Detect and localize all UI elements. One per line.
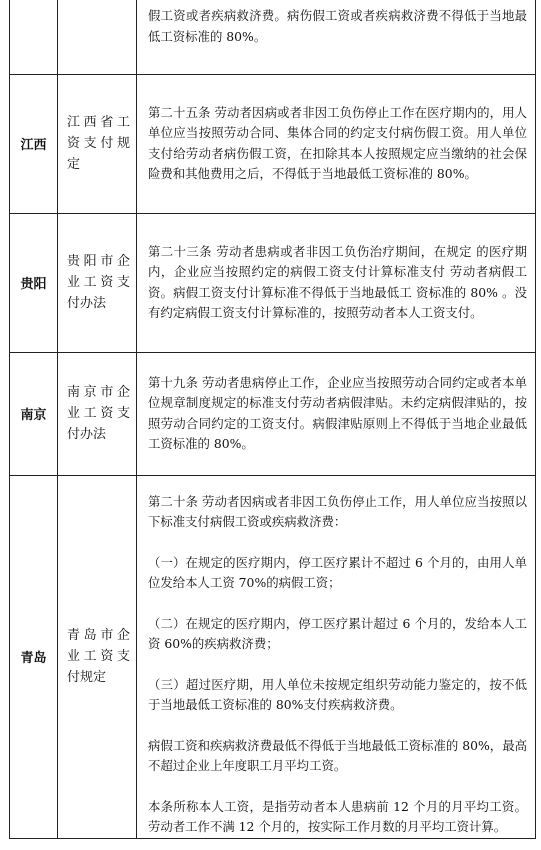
table-row [10, 475, 536, 838]
provision-text-cell [137, 352, 536, 475]
regulation-name-cell: 南京市企业工资支付办法 [58, 352, 137, 475]
city-cell: 江西 [10, 74, 58, 213]
provision-paragraph: （一）在规定的医疗期内，停工医疗累计不超过 6 个月的，由用人单位发给本人工资 70%的病假工资； [148, 554, 527, 590]
provision-paragraph: 第二十五条 劳动者因病或者非因工负伤停止工作在医疗期内的，用人单位应当按照劳动合同、集体合同的约定支付病伤假工资。用人单位支付给劳动者病伤假工资，在扣除其本人按照规定应当缴纳的社会保险费和其他费用之后，不得低于当地最低工资标准的 80%。 [148, 104, 527, 181]
provision-paragraph: （三）超过医疗期，用人单位未按规定组织劳动能力鉴定的，按不低于当地最低工资标准的 80%支付疾病救济费。 [148, 676, 527, 712]
table-row [10, 213, 536, 352]
provision-paragraph: 第十九条 劳动者患病停止工作，企业应当按照劳动合同约定或者本单位规章制度规定的标准支付劳动者病假津贴。未约定病假津贴的，按照劳动合同约定的工资支付。病假津贴原则上不得低于当地企业最低工资标准的 80%。 [148, 374, 527, 451]
provision-paragraph: 本条所称本人工资，是指劳动者本人患病前 12 个月的月平均工资。劳动者工作不满 12 个月的，按实际工作月数的月平均工资计算。 [148, 798, 527, 834]
city-cell: 贵阳 [10, 213, 58, 352]
provision-text-cell [137, 74, 536, 213]
provision-paragraph: 假工资或者疾病救济费。病伤假工资或者疾病救济费不得低于当地最低工资标准的 80%。 [148, 8, 527, 44]
regulation-name-cell: 江西省工资支付规定 [58, 74, 137, 213]
city-cell: 青岛 [10, 475, 58, 838]
provision-paragraph: 第二十条 劳动者因病或者非因工负伤停止工作，用人单位应当按照以下标准支付病假工资或疾病救济费： [148, 493, 527, 529]
regulation-name-cell: 贵阳市企业工资支付办法 [58, 213, 137, 352]
provision-paragraph: 病假工资和疾病救济费最低不得低于当地最低工资标准的 80%，最高不超过企业上年度职工月平均工资。 [148, 737, 527, 773]
table-row [10, 74, 536, 213]
regulation-name-cell [58, 0, 137, 74]
table-row [10, 352, 536, 475]
wage-regulation-table [9, 0, 536, 839]
provision-text-cell [137, 475, 536, 838]
provision-text-cell [137, 0, 536, 74]
provision-text-cell [137, 213, 536, 352]
regulation-name-cell: 青岛市企业工资支付规定 [58, 475, 137, 838]
city-cell [10, 0, 58, 74]
table-row [10, 0, 536, 74]
provision-paragraph: （二）在规定的医疗期内，停工医疗累计超过 6 个月的，发给本人工资 60%的疾病救济费； [148, 615, 527, 651]
provision-paragraph: 第二十三条 劳动者患病或者非因工负伤治疗期间，在规定 的医疗期内，企业应当按照约定的病假工资支付计算标准支付 劳动者病假工资。病假工资支付计算标准不得低于当地最低工 资标准的 80% 。没有约定病假工资支付计算标准的，按照劳动者本人工资支付。 [148, 243, 527, 320]
city-cell: 南京 [10, 352, 58, 475]
